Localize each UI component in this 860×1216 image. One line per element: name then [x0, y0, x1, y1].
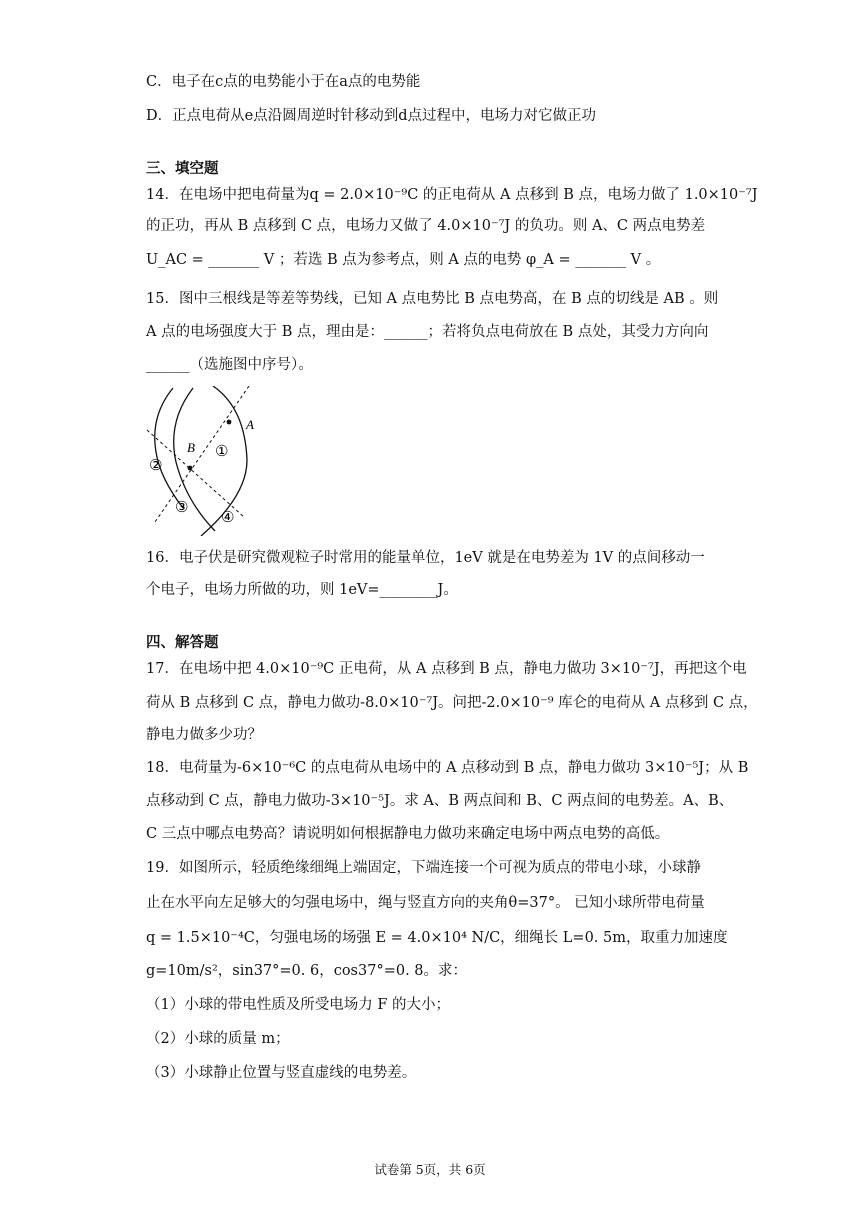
label-3: ③	[175, 498, 189, 516]
q17-line-2: 荷从 B 点移到 C 点，静电力做功-8.0×10⁻⁷J。问把-2.0×10⁻⁹ 库仑的电荷从 A 点移到 C 点，	[146, 695, 758, 711]
option-c: C．电子在c点的电势能小于在a点的电势能	[146, 74, 421, 90]
equipotential-figure	[143, 386, 263, 536]
q18-line-3: C 三点中哪点电势高？请说明如何根据静电力做功来确定电场中两点电势的高低。	[146, 826, 670, 842]
q15-line-2: A 点的电场强度大于 B 点，理由是：______；若将负点电荷放在 B 点处，其受力方向向	[146, 324, 709, 340]
q19-sub-1: （1）小球的带电性质及所受电场力 F 的大小；	[146, 997, 451, 1013]
q16-line-2: 个电子，电场力所做的功，则 1eV=________J。	[146, 582, 458, 598]
q16-line-1: 16．电子伏是研究微观粒子时常用的能量单位，1eV 就是在电势差为 1V 的点间移动一	[146, 550, 705, 566]
q17-line-1: 17．在电场中把 4.0×10⁻⁹C 正电荷，从 A 点移到 B 点，静电力做功 3×10⁻⁷J，再把这个电	[146, 661, 747, 677]
q19-line-4: g=10m/s²，sin37°=0. 6，cos37°=0. 8。求：	[146, 963, 468, 979]
tangent-line-ab	[155, 386, 249, 522]
equipotential-line-1	[155, 388, 183, 508]
q19-line-2: 止在水平向左足够大的匀强电场中，绳与竖直方向的夹角θ=37°。 已知小球所带电荷量	[146, 895, 705, 911]
q19-line-3: q = 1.5×10⁻⁴C，匀强电场的场强 E = 4.0×10⁴ N/C，细绳长 L=0. 5m，取重力加速度	[146, 930, 728, 946]
q19-sub-3: （3）小球静止位置与竖直虚线的电势差。	[146, 1065, 417, 1081]
q19-line-1: 19．如图所示，轻质绝缘细绳上端固定，下端连接一个可视为质点的带电小球，小球静	[146, 860, 701, 876]
q14-line-1: 14．在电场中把电荷量为q = 2.0×10⁻⁹C 的正电荷从 A 点移到 B 点，电场力做了 1.0×10⁻⁷J	[146, 187, 758, 203]
section-4-title: 四、解答题	[146, 635, 219, 651]
label-2: ②	[149, 456, 163, 474]
label-b: B	[187, 440, 195, 455]
q14-line-3: U_AC = _______ V ；若选 B 点为参考点，则 A 点的电势 φ_A = _______ V 。	[146, 252, 661, 268]
page-footer: 试卷第 5页，共 6页	[374, 1162, 486, 1177]
point-b	[188, 466, 193, 471]
q18-line-1: 18．电荷量为-6×10⁻⁶C 的点电荷从电场中的 A 点移动到 B 点，静电力做功 3×10⁻⁵J；从 B	[146, 760, 749, 776]
q15-line-1: 15．图中三根线是等差等势线，已知 A 点电势比 B 点电势高，在 B 点的切线是 AB 。则	[146, 291, 719, 307]
q15-line-3: ______（选施图中序号）。	[146, 357, 313, 373]
option-d: D．正点电荷从e点沿圆周逆时针移动到d点过程中，电场力对它做正功	[146, 108, 596, 124]
q18-line-2: 点移动到 C 点，静电力做功-3×10⁻⁵J。求 A、B 两点间和 B、C 两点间的电势差。A、B、	[146, 793, 734, 809]
q17-line-3: 静电力做多少功？	[146, 727, 262, 743]
label-4: ④	[221, 508, 235, 526]
q19-sub-2: （2）小球的质量 m；	[146, 1031, 290, 1047]
label-1: ①	[215, 442, 229, 460]
section-3-title: 三、填空题	[146, 161, 219, 177]
point-a	[227, 420, 232, 425]
label-a: A	[246, 417, 254, 432]
q14-line-2: 的正功，再从 B 点移到 C 点，电场力又做了 4.0×10⁻⁷J 的负功。则 A、C 两点电势差	[146, 218, 706, 234]
